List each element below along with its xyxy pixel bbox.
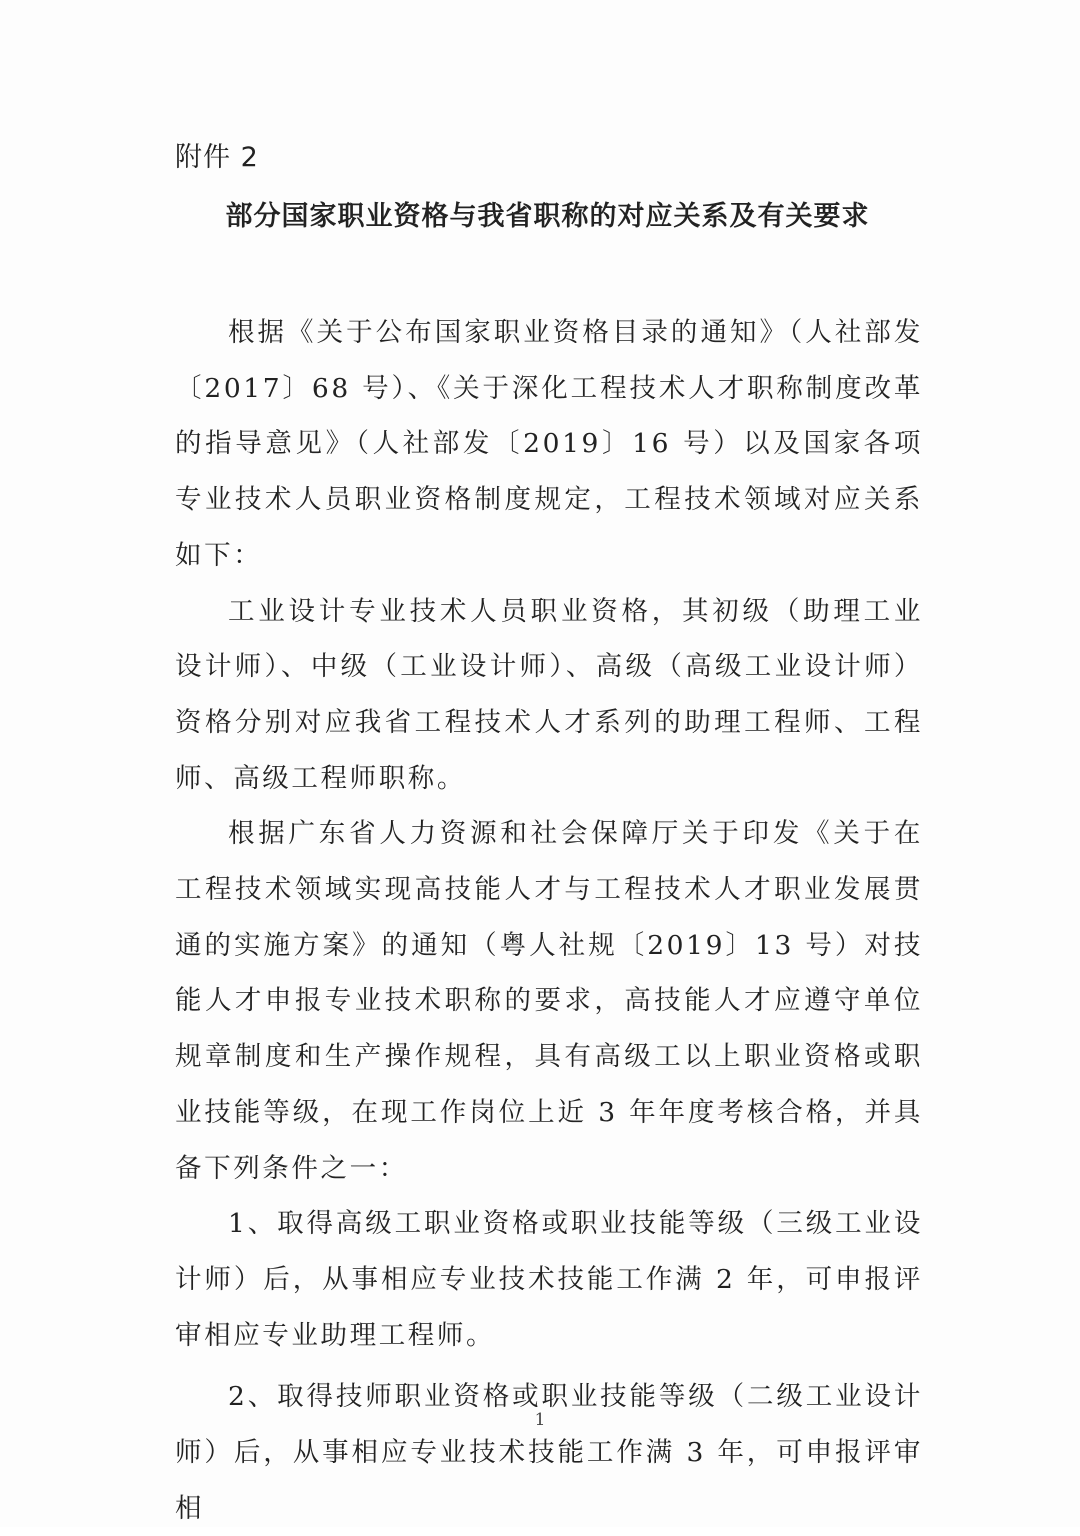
paragraph: 工业设计专业技术人员职业资格，其初级（助理工业设计师）、中级（工业设计师）、高级（高级工业设计师）资格分别对应我省工程技术人才系列的助理工程师、工程师、高级工程师职称。 <box>175 595 923 794</box>
page-number: 1 <box>534 1410 546 1430</box>
document-title: 部分国家职业资格与我省职称的对应关系及有关要求 <box>225 201 870 232</box>
document-body <box>175 305 923 1536</box>
attachment-label: 附件 2 <box>175 142 259 173</box>
paragraph: 根据《关于公布国家职业资格目录的通知》（人社部发〔2017〕68 号）、《关于深化工程技术人才职称制度改革的指导意见》（人社部发〔2019〕16 号）以及国家各项专业技术人员职业资格制度规定，工程技术领域对应关系如下： <box>175 317 923 571</box>
paragraph: 根据广东省人力资源和社会保障厅关于印发《关于在工程技术领域实现高技能人才与工程技术人才职业发展贯通的实施方案》的通知（粤人社规〔2019〕13 号）对技能人才申报专业技术职称的要求，高技能人才应遵守单位规章制度和生产操作规程，具有高级工以上职业资格或职业技能等级，在现工作岗位上近 3 年年度考核合格，并具备下列条件之一： <box>175 818 923 1184</box>
paragraph: 2、取得技师职业资格或职业技能等级（二级工业设计师）后，从事相应专业技术技能工作满 3 年，可申报评审相 <box>175 1381 923 1524</box>
paragraph: 1、取得高级工职业资格或职业技能等级（三级工业设计师）后，从事相应专业技术技能工作满 2 年，可申报评审相应专业助理工程师。 <box>175 1208 923 1351</box>
